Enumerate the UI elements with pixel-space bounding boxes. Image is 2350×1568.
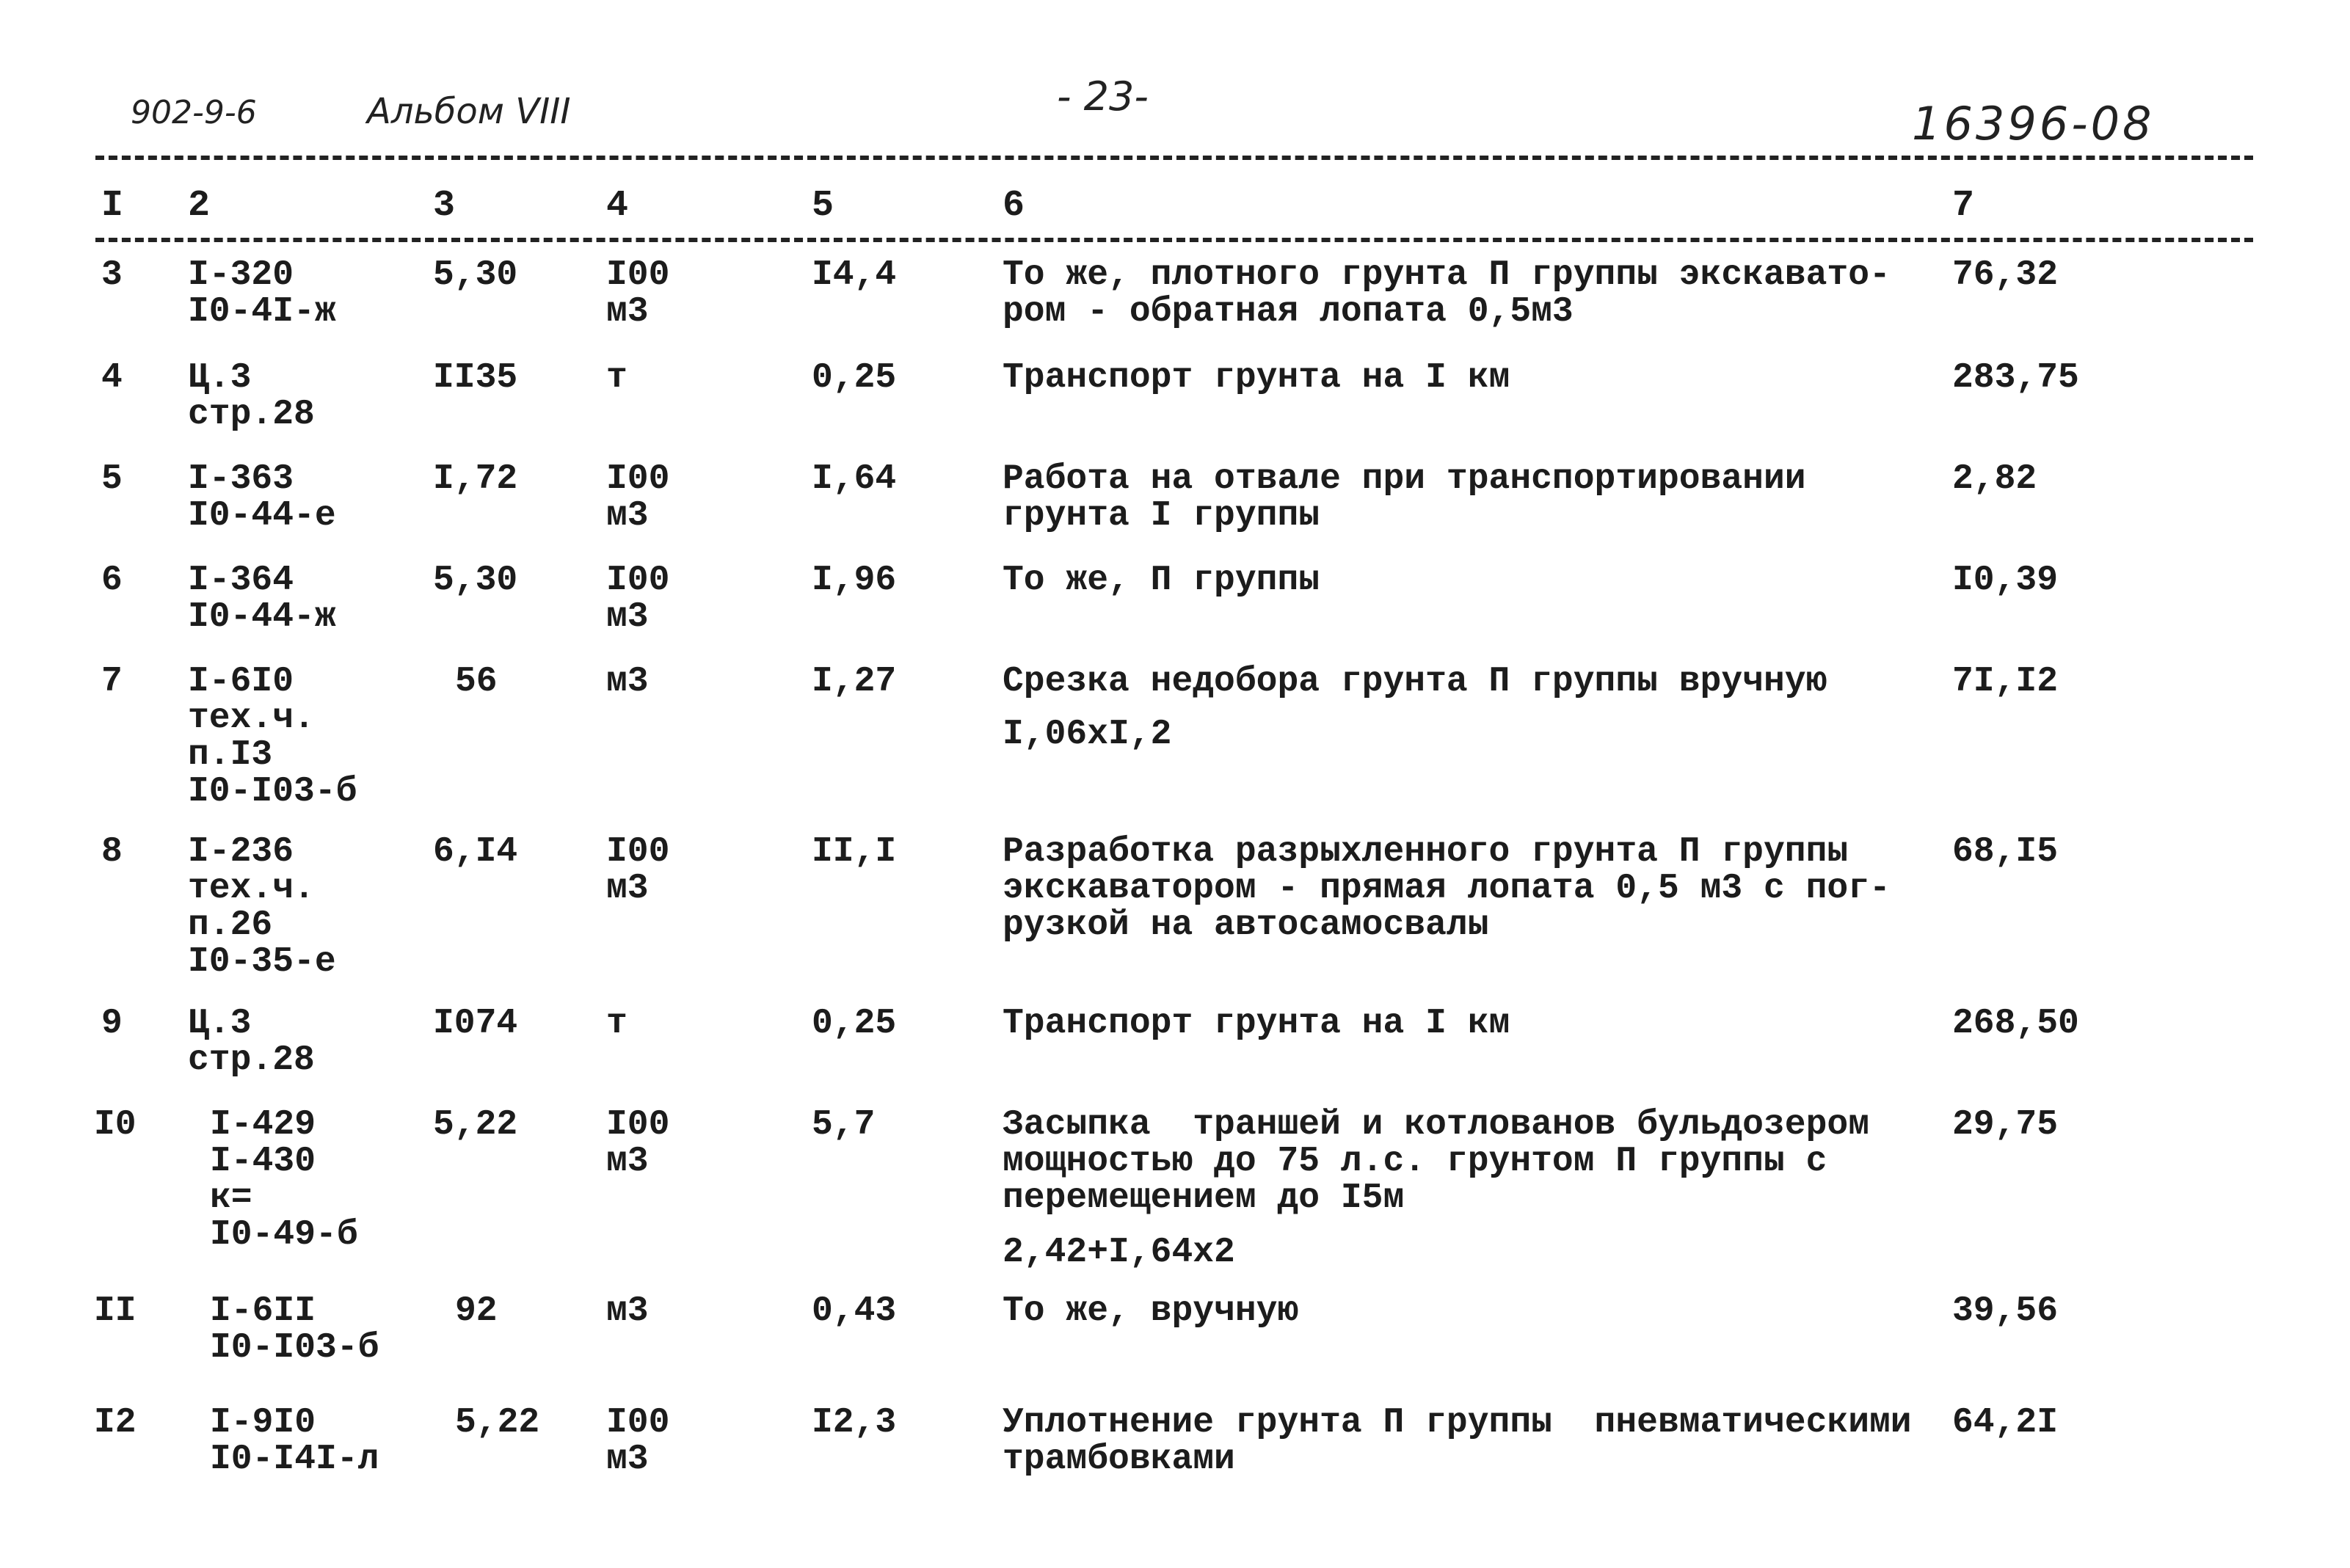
row-unit: I00 м3 (606, 255, 670, 332)
row-description: Транспорт грунта на I км (1003, 1004, 1510, 1043)
row-total: 2,82 (1952, 459, 2037, 499)
row-quantity: I,72 (433, 459, 518, 499)
row-description: Срезка недобора грунта П группы вручную (1003, 662, 1827, 701)
row-number: 9 (101, 1004, 123, 1043)
row-number: II (94, 1291, 137, 1331)
row-number: 3 (101, 255, 123, 295)
row-description: Засыпка траншей и котлованов бульдозером мощностью до 75 л.с. грунтом П группы с перемещением до I5м (1003, 1105, 1869, 1218)
row-number: 8 (101, 832, 123, 872)
row-number: I2 (94, 1403, 137, 1443)
row-number: 7 (101, 662, 123, 701)
row-price: I2,3 (812, 1403, 897, 1443)
row-total: 7I,I2 (1952, 662, 2059, 701)
column-header-3: 3 (433, 185, 456, 227)
row-quantity: 5,30 (433, 561, 518, 600)
row-unit: I00 м3 (606, 459, 670, 536)
row-unit: I00 м3 (606, 832, 670, 908)
top-divider (95, 156, 2253, 160)
row-code: Ц.3 стр.28 (188, 1004, 315, 1080)
row-unit: м3 (606, 1291, 649, 1331)
row-quantity: 5,22 (455, 1403, 540, 1443)
row-total: 283,75 (1952, 358, 2079, 398)
row-total: 29,75 (1952, 1105, 2059, 1145)
row-code: I-364 I0-44-ж (188, 561, 336, 637)
row-total: 268,50 (1952, 1004, 2079, 1043)
row-code: I-320 I0-4I-ж (188, 255, 336, 332)
row-number: 5 (101, 459, 123, 499)
row-quantity: 6,I4 (433, 832, 518, 872)
row-unit: т (606, 358, 627, 398)
page-number: - 23- (1057, 73, 1149, 120)
row-total: 64,2I (1952, 1403, 2059, 1443)
row-price: I,27 (812, 662, 897, 701)
row-quantity: 56 (455, 662, 498, 701)
row-description: То же, плотного грунта П группы экскавато- ром - обратная лопата 0,5м3 (1003, 255, 1891, 332)
row-unit: т (606, 1004, 627, 1043)
header-divider (95, 238, 2253, 242)
row-calculation: 2,42+I,64х2 (1003, 1233, 1235, 1272)
row-description: Уплотнение грунта П группы пневматическими трамбовками (1003, 1403, 1912, 1479)
row-quantity: I074 (433, 1004, 518, 1043)
row-quantity: 5,22 (433, 1105, 518, 1145)
row-total: 68,I5 (1952, 832, 2059, 872)
row-price: I,96 (812, 561, 897, 600)
row-description: Разработка разрыхленного грунта П группы экскаватором - прямая лопата 0,5 м3 с пог- рузкой на автосамосвалы (1003, 832, 1891, 945)
column-header-6: 6 (1003, 185, 1025, 227)
column-header-4: 4 (606, 185, 629, 227)
column-header-7: 7 (1952, 185, 1975, 227)
row-unit: I00 м3 (606, 561, 670, 637)
row-code: I-6II I0-I03-б (210, 1291, 379, 1368)
row-description: Работа на отвале при транспортировании грунта I группы (1003, 459, 1806, 536)
row-description: Транспорт грунта на I км (1003, 358, 1510, 398)
row-number: 4 (101, 358, 123, 398)
row-code: I-9I0 I0-I4I-л (210, 1403, 379, 1479)
row-price: I,64 (812, 459, 897, 499)
row-quantity: 92 (455, 1291, 498, 1331)
row-code: I-6I0 тех.ч. п.I3 I0-I03-б (188, 662, 357, 812)
row-description: То же, вручную (1003, 1291, 1299, 1331)
column-header-5: 5 (812, 185, 834, 227)
row-total: 76,32 (1952, 255, 2059, 295)
row-code: I-236 тех.ч. п.26 I0-35-е (188, 832, 336, 982)
row-total: I0,39 (1952, 561, 2059, 600)
row-price: I4,4 (812, 255, 897, 295)
row-quantity: 5,30 (433, 255, 518, 295)
row-price: 5,7 (812, 1105, 876, 1145)
row-quantity: II35 (433, 358, 518, 398)
row-description: То же, П группы (1003, 561, 1320, 600)
column-header-2: 2 (188, 185, 211, 227)
album-label: Альбом VIII (367, 91, 571, 132)
row-price: 0,25 (812, 1004, 897, 1043)
document-number: 16396-08 (1912, 97, 2155, 150)
row-number: 6 (101, 561, 123, 600)
row-unit: I00 м3 (606, 1403, 670, 1479)
row-code: I-363 I0-44-е (188, 459, 336, 536)
series-code: 902-9-6 (131, 94, 257, 131)
row-total: 39,56 (1952, 1291, 2059, 1331)
row-number: I0 (94, 1105, 137, 1145)
row-price: 0,43 (812, 1291, 897, 1331)
row-code: Ц.3 стр.28 (188, 358, 315, 434)
column-header-1: I (101, 185, 124, 227)
row-code: I-429 I-430 к= I0-49-б (210, 1105, 358, 1255)
row-price: 0,25 (812, 358, 897, 398)
row-price: II,I (812, 832, 897, 872)
row-calculation: I,06хI,2 (1003, 715, 1172, 754)
row-unit: м3 (606, 662, 649, 701)
row-unit: I00 м3 (606, 1105, 670, 1181)
